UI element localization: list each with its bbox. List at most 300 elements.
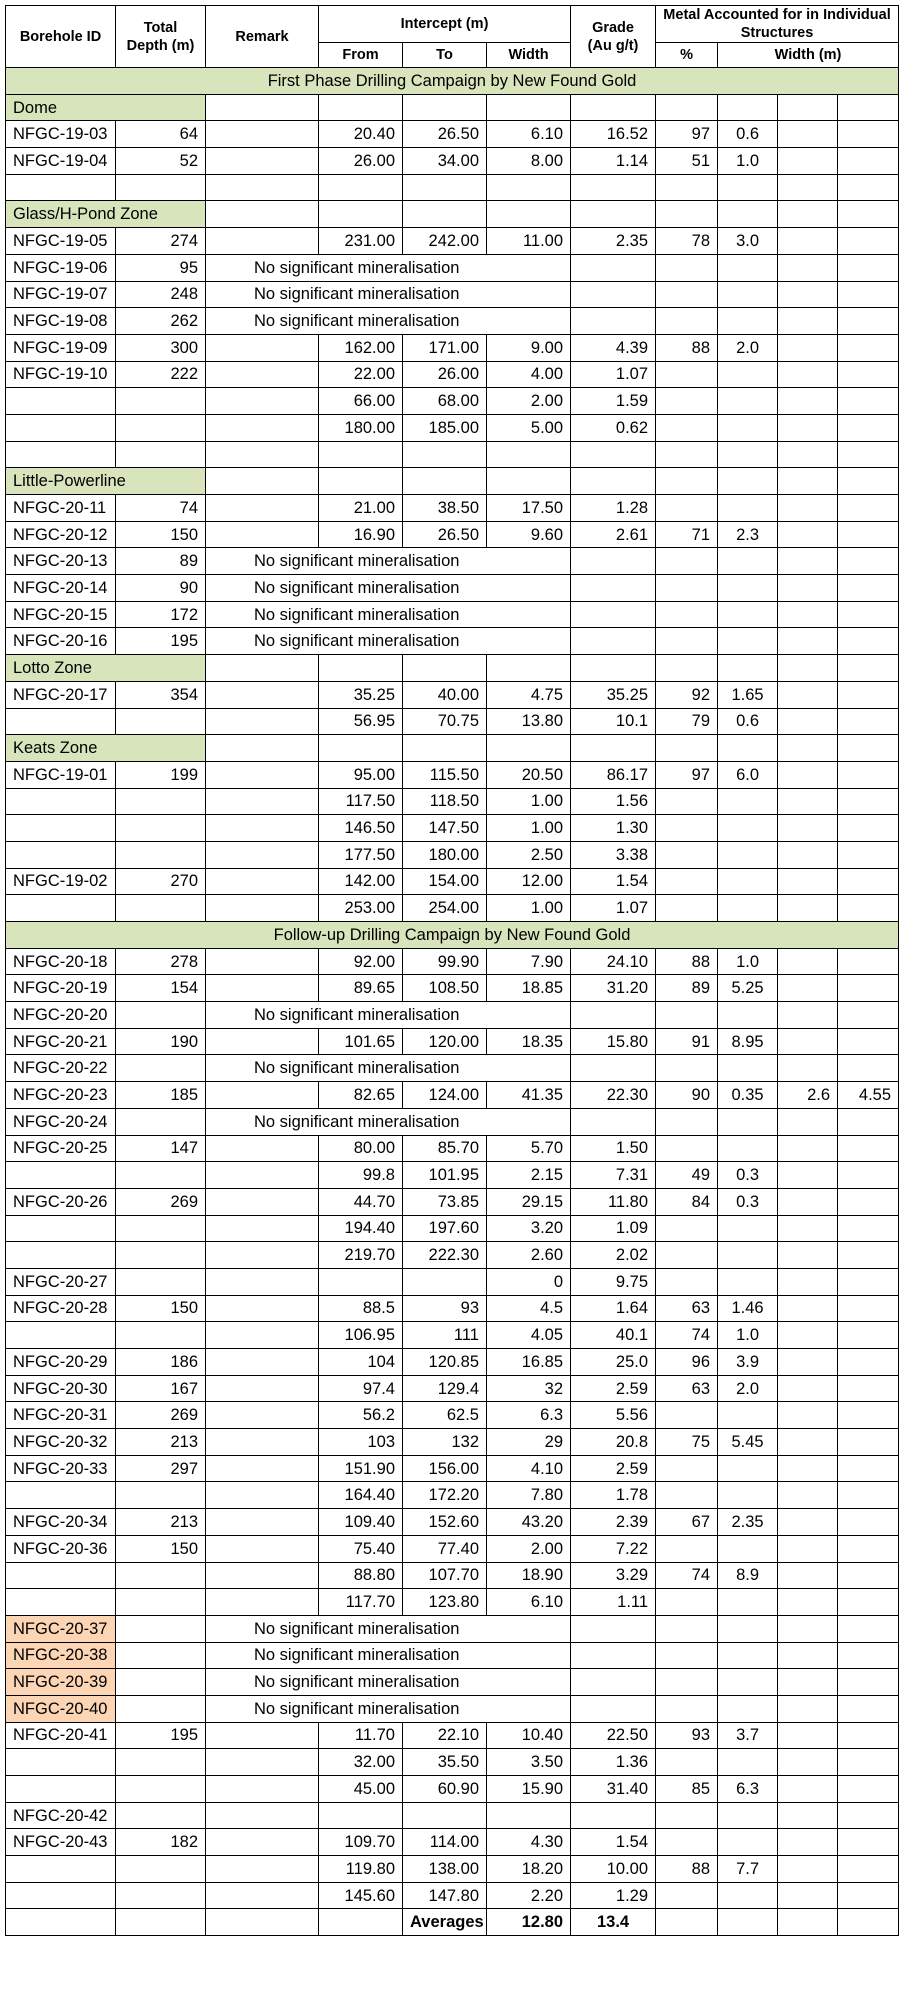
metal-percent: 79 — [656, 708, 718, 735]
remark — [206, 228, 319, 255]
empty-cell — [319, 1909, 403, 1936]
empty-cell — [718, 174, 778, 201]
empty-cell — [838, 1055, 899, 1082]
empty-cell — [778, 655, 838, 682]
structure-width-1: 2.0 — [718, 1375, 778, 1402]
intercept-width: 3.50 — [487, 1749, 571, 1776]
total-depth: 297 — [116, 1455, 206, 1482]
table-row — [6, 228, 899, 255]
empty-cell — [487, 735, 571, 762]
empty-cell — [718, 1055, 778, 1082]
intercept-from: 117.70 — [319, 1589, 403, 1616]
campaign-title: Follow-up Drilling Campaign by New Found Gold — [6, 922, 899, 949]
table-row — [6, 1268, 899, 1295]
total-depth — [116, 388, 206, 415]
metal-percent: 74 — [656, 1562, 718, 1589]
remark — [206, 121, 319, 148]
intercept-to: 123.80 — [403, 1589, 487, 1616]
header-metal-accounted: Metal Accounted for in Individual Structures — [656, 6, 899, 43]
grade: 0.62 — [571, 414, 656, 441]
empty-cell — [403, 201, 487, 228]
empty-cell — [319, 441, 403, 468]
empty-cell — [116, 441, 206, 468]
intercept-width: 9.00 — [487, 334, 571, 361]
structure-width-1 — [718, 1135, 778, 1162]
header-metal-width: Width (m) — [718, 43, 899, 68]
table-row — [6, 1375, 899, 1402]
structure-width-2 — [778, 1882, 838, 1909]
grade: 1.07 — [571, 361, 656, 388]
remark — [206, 1856, 319, 1883]
intercept-to: 73.85 — [403, 1188, 487, 1215]
table-row — [6, 601, 899, 628]
structure-width-1: 0.6 — [718, 121, 778, 148]
metal-percent — [656, 1535, 718, 1562]
total-depth — [116, 1055, 206, 1082]
borehole-id — [6, 815, 116, 842]
borehole-id — [6, 1776, 116, 1803]
intercept-from: 22.00 — [319, 361, 403, 388]
intercept-width: 4.00 — [487, 361, 571, 388]
remark: No significant mineralisation — [206, 1108, 571, 1135]
intercept-width: 18.90 — [487, 1562, 571, 1589]
empty-cell — [778, 1615, 838, 1642]
structure-width-2 — [778, 1375, 838, 1402]
borehole-id: NFGC-20-17 — [6, 681, 116, 708]
intercept-from: 56.95 — [319, 708, 403, 735]
empty-cell — [403, 94, 487, 121]
empty-cell — [718, 1615, 778, 1642]
table-row — [6, 1429, 899, 1456]
total-depth: 64 — [116, 121, 206, 148]
borehole-id: NFGC-19-08 — [6, 308, 116, 335]
table-row — [6, 1776, 899, 1803]
header-percent: % — [656, 43, 718, 68]
empty-cell — [487, 441, 571, 468]
total-depth: 278 — [116, 948, 206, 975]
structure-width-2 — [778, 1829, 838, 1856]
borehole-id — [6, 788, 116, 815]
table-row — [6, 975, 899, 1002]
table-row — [6, 1082, 899, 1109]
remark — [206, 788, 319, 815]
campaign-header-row — [6, 922, 899, 949]
empty-cell — [778, 548, 838, 575]
structure-width-2: 2.6 — [778, 1082, 838, 1109]
borehole-id: NFGC-20-31 — [6, 1402, 116, 1429]
grade: 16.52 — [571, 121, 656, 148]
intercept-from: 117.50 — [319, 788, 403, 815]
remark — [206, 148, 319, 175]
remark: No significant mineralisation — [206, 1002, 571, 1029]
total-depth: 182 — [116, 1829, 206, 1856]
metal-percent — [656, 361, 718, 388]
structure-width-2 — [778, 708, 838, 735]
metal-percent — [656, 1242, 718, 1269]
structure-width-2 — [778, 815, 838, 842]
table-row — [6, 1829, 899, 1856]
intercept-to: 147.80 — [403, 1882, 487, 1909]
empty-cell — [718, 94, 778, 121]
table-row — [6, 308, 899, 335]
total-depth: 74 — [116, 495, 206, 522]
structure-width-2 — [778, 1776, 838, 1803]
intercept-to: 70.75 — [403, 708, 487, 735]
structure-width-2 — [778, 1429, 838, 1456]
borehole-id — [6, 1749, 116, 1776]
total-depth: 213 — [116, 1509, 206, 1536]
empty-cell — [319, 174, 403, 201]
borehole-id: NFGC-19-07 — [6, 281, 116, 308]
metal-percent: 74 — [656, 1322, 718, 1349]
empty-cell — [778, 254, 838, 281]
empty-cell — [778, 1108, 838, 1135]
structure-width-3 — [838, 788, 899, 815]
structure-width-3 — [838, 1135, 899, 1162]
empty-cell — [656, 94, 718, 121]
remark — [206, 1722, 319, 1749]
structure-width-3 — [838, 1856, 899, 1883]
table-row — [6, 1615, 899, 1642]
grade: 1.30 — [571, 815, 656, 842]
borehole-id: NFGC-20-16 — [6, 628, 116, 655]
borehole-id: NFGC-19-06 — [6, 254, 116, 281]
intercept-to: 26.50 — [403, 121, 487, 148]
table-row — [6, 281, 899, 308]
header-row-1 — [6, 6, 899, 43]
empty-cell — [778, 601, 838, 628]
structure-width-1: 1.0 — [718, 148, 778, 175]
borehole-id: NFGC-20-23 — [6, 1082, 116, 1109]
intercept-width: 4.10 — [487, 1455, 571, 1482]
structure-width-1 — [718, 1215, 778, 1242]
intercept-width: 10.40 — [487, 1722, 571, 1749]
table-row — [6, 1028, 899, 1055]
structure-width-2 — [778, 1856, 838, 1883]
intercept-to: 38.50 — [403, 495, 487, 522]
metal-percent: 78 — [656, 228, 718, 255]
empty-cell — [838, 281, 899, 308]
borehole-id: NFGC-19-10 — [6, 361, 116, 388]
remark — [206, 1509, 319, 1536]
structure-width-1 — [718, 1455, 778, 1482]
metal-percent: 90 — [656, 1082, 718, 1109]
structure-width-3 — [838, 414, 899, 441]
remark — [206, 1455, 319, 1482]
empty-cell — [718, 1909, 778, 1936]
intercept-to: 62.5 — [403, 1402, 487, 1429]
intercept-width: 17.50 — [487, 495, 571, 522]
empty-cell — [838, 1909, 899, 1936]
total-depth: 222 — [116, 361, 206, 388]
metal-percent: 88 — [656, 948, 718, 975]
header-remark: Remark — [206, 6, 319, 68]
table-row — [6, 841, 899, 868]
remark — [206, 1429, 319, 1456]
remark — [206, 1882, 319, 1909]
structure-width-3 — [838, 1589, 899, 1616]
table-row — [6, 361, 899, 388]
borehole-id — [6, 1482, 116, 1509]
total-depth — [116, 1856, 206, 1883]
total-depth: 213 — [116, 1429, 206, 1456]
intercept-width: 18.85 — [487, 975, 571, 1002]
empty-cell — [718, 1642, 778, 1669]
remark — [206, 1829, 319, 1856]
structure-width-1: 1.0 — [718, 948, 778, 975]
total-depth: 52 — [116, 148, 206, 175]
total-depth: 167 — [116, 1375, 206, 1402]
empty-cell — [319, 655, 403, 682]
empty-cell — [116, 1909, 206, 1936]
drilling-results-sheet — [5, 5, 900, 1936]
intercept-from: 99.8 — [319, 1162, 403, 1189]
empty-cell — [718, 201, 778, 228]
intercept-to: 147.50 — [403, 815, 487, 842]
total-depth: 172 — [116, 601, 206, 628]
empty-cell — [571, 735, 656, 762]
grade: 2.61 — [571, 521, 656, 548]
remark: No significant mineralisation — [206, 254, 571, 281]
structure-width-3 — [838, 1749, 899, 1776]
total-depth — [116, 815, 206, 842]
table-row — [6, 1108, 899, 1135]
empty-cell — [656, 441, 718, 468]
intercept-from: 101.65 — [319, 1028, 403, 1055]
structure-width-3 — [838, 1882, 899, 1909]
structure-width-2 — [778, 1589, 838, 1616]
structure-width-3 — [838, 1349, 899, 1376]
empty-cell — [6, 174, 116, 201]
empty-cell — [778, 174, 838, 201]
spacer-row — [6, 441, 899, 468]
total-depth — [116, 414, 206, 441]
zone-header-row — [6, 201, 899, 228]
intercept-from: 162.00 — [319, 334, 403, 361]
zone-name: Dome — [6, 94, 206, 121]
empty-cell — [778, 468, 838, 495]
intercept-width: 41.35 — [487, 1082, 571, 1109]
grade: 7.22 — [571, 1535, 656, 1562]
averages-row — [6, 1909, 899, 1936]
structure-width-1: 1.46 — [718, 1295, 778, 1322]
grade: 11.80 — [571, 1188, 656, 1215]
empty-cell — [656, 174, 718, 201]
header-borehole-id: Borehole ID — [6, 6, 116, 68]
borehole-id — [6, 388, 116, 415]
table-row — [6, 1002, 899, 1029]
empty-cell — [838, 601, 899, 628]
structure-width-1 — [718, 1749, 778, 1776]
empty-cell — [571, 1695, 656, 1722]
empty-cell — [571, 441, 656, 468]
structure-width-3 — [838, 1188, 899, 1215]
structure-width-2 — [778, 975, 838, 1002]
metal-percent — [656, 815, 718, 842]
table-row — [6, 708, 899, 735]
remark — [206, 868, 319, 895]
table-row — [6, 254, 899, 281]
intercept-width: 1.00 — [487, 815, 571, 842]
intercept-to: 154.00 — [403, 868, 487, 895]
total-depth: 147 — [116, 1135, 206, 1162]
intercept-to: 77.40 — [403, 1535, 487, 1562]
empty-cell — [403, 655, 487, 682]
borehole-id: NFGC-20-26 — [6, 1188, 116, 1215]
metal-percent: 49 — [656, 1162, 718, 1189]
zone-header-row — [6, 735, 899, 762]
intercept-to: 93 — [403, 1295, 487, 1322]
empty-cell — [571, 94, 656, 121]
structure-width-3 — [838, 1722, 899, 1749]
intercept-from: 145.60 — [319, 1882, 403, 1909]
total-depth — [116, 895, 206, 922]
borehole-id: NFGC-20-36 — [6, 1535, 116, 1562]
structure-width-2 — [778, 1135, 838, 1162]
structure-width-3 — [838, 334, 899, 361]
structure-width-3 — [838, 681, 899, 708]
metal-percent: 85 — [656, 1776, 718, 1803]
empty-cell — [206, 174, 319, 201]
metal-percent — [656, 1455, 718, 1482]
header-width: Width — [487, 43, 571, 68]
table-row — [6, 1322, 899, 1349]
structure-width-3 — [838, 1162, 899, 1189]
table-row — [6, 1882, 899, 1909]
remark — [206, 334, 319, 361]
structure-width-2 — [778, 228, 838, 255]
empty-cell — [487, 201, 571, 228]
structure-width-1: 0.3 — [718, 1188, 778, 1215]
structure-width-1 — [718, 1535, 778, 1562]
borehole-id: NFGC-19-04 — [6, 148, 116, 175]
structure-width-2 — [778, 868, 838, 895]
intercept-to: 99.90 — [403, 948, 487, 975]
metal-percent — [656, 414, 718, 441]
metal-percent — [656, 1882, 718, 1909]
empty-cell — [778, 281, 838, 308]
remark — [206, 1215, 319, 1242]
empty-cell — [656, 601, 718, 628]
structure-width-2 — [778, 1349, 838, 1376]
empty-cell — [778, 628, 838, 655]
metal-percent — [656, 1829, 718, 1856]
remark — [206, 1242, 319, 1269]
header-grade: Grade (Au g/t) — [571, 6, 656, 68]
metal-percent — [656, 1268, 718, 1295]
structure-width-3 — [838, 1429, 899, 1456]
empty-cell — [206, 201, 319, 228]
total-depth — [116, 1562, 206, 1589]
table-row — [6, 548, 899, 575]
intercept-to: 156.00 — [403, 1455, 487, 1482]
grade: 1.64 — [571, 1295, 656, 1322]
empty-cell — [718, 655, 778, 682]
grade: 40.1 — [571, 1322, 656, 1349]
grade: 86.17 — [571, 761, 656, 788]
empty-cell — [838, 254, 899, 281]
grade: 20.8 — [571, 1429, 656, 1456]
remark — [206, 1295, 319, 1322]
structure-width-2 — [778, 1562, 838, 1589]
structure-width-1 — [718, 1589, 778, 1616]
empty-cell — [778, 201, 838, 228]
borehole-id: NFGC-20-22 — [6, 1055, 116, 1082]
intercept-width: 12.00 — [487, 868, 571, 895]
structure-width-1: 6.3 — [718, 1776, 778, 1803]
empty-cell — [838, 548, 899, 575]
total-depth — [116, 1242, 206, 1269]
averages-label: Averages — [403, 1909, 487, 1936]
table-row — [6, 1402, 899, 1429]
empty-cell — [778, 441, 838, 468]
intercept-width: 32 — [487, 1375, 571, 1402]
intercept-to: 111 — [403, 1322, 487, 1349]
grade: 22.50 — [571, 1722, 656, 1749]
structure-width-1: 1.65 — [718, 681, 778, 708]
empty-cell — [571, 655, 656, 682]
borehole-id — [6, 1162, 116, 1189]
metal-percent: 75 — [656, 1429, 718, 1456]
intercept-from: 104 — [319, 1349, 403, 1376]
structure-width-3 — [838, 895, 899, 922]
intercept-from: 119.80 — [319, 1856, 403, 1883]
empty-cell — [656, 575, 718, 602]
grade — [571, 1802, 656, 1829]
empty-cell — [656, 254, 718, 281]
empty-cell — [718, 735, 778, 762]
borehole-id: NFGC-20-18 — [6, 948, 116, 975]
structure-width-2 — [778, 1722, 838, 1749]
empty-cell — [403, 174, 487, 201]
structure-width-1 — [718, 414, 778, 441]
grade: 1.28 — [571, 495, 656, 522]
table-row — [6, 1589, 899, 1616]
remark — [206, 1802, 319, 1829]
table-row — [6, 1295, 899, 1322]
table-row — [6, 121, 899, 148]
metal-percent: 97 — [656, 121, 718, 148]
intercept-from — [319, 1268, 403, 1295]
total-depth: 95 — [116, 254, 206, 281]
empty-cell — [656, 1002, 718, 1029]
structure-width-3 — [838, 1375, 899, 1402]
structure-width-3 — [838, 841, 899, 868]
zone-name: Little-Powerline — [6, 468, 206, 495]
empty-cell — [778, 1669, 838, 1696]
empty-cell — [403, 735, 487, 762]
structure-width-3 — [838, 228, 899, 255]
structure-width-2 — [778, 1028, 838, 1055]
remark — [206, 975, 319, 1002]
empty-cell — [838, 94, 899, 121]
borehole-id: NFGC-20-42 — [6, 1802, 116, 1829]
structure-width-3 — [838, 1802, 899, 1829]
intercept-to: 85.70 — [403, 1135, 487, 1162]
structure-width-3 — [838, 1322, 899, 1349]
intercept-width: 6.10 — [487, 121, 571, 148]
intercept-to: 197.60 — [403, 1215, 487, 1242]
intercept-width: 2.60 — [487, 1242, 571, 1269]
grade: 3.29 — [571, 1562, 656, 1589]
empty-cell — [718, 254, 778, 281]
intercept-from: 177.50 — [319, 841, 403, 868]
structure-width-2 — [778, 788, 838, 815]
grade: 24.10 — [571, 948, 656, 975]
intercept-to — [403, 1268, 487, 1295]
empty-cell — [838, 735, 899, 762]
intercept-width: 4.05 — [487, 1322, 571, 1349]
